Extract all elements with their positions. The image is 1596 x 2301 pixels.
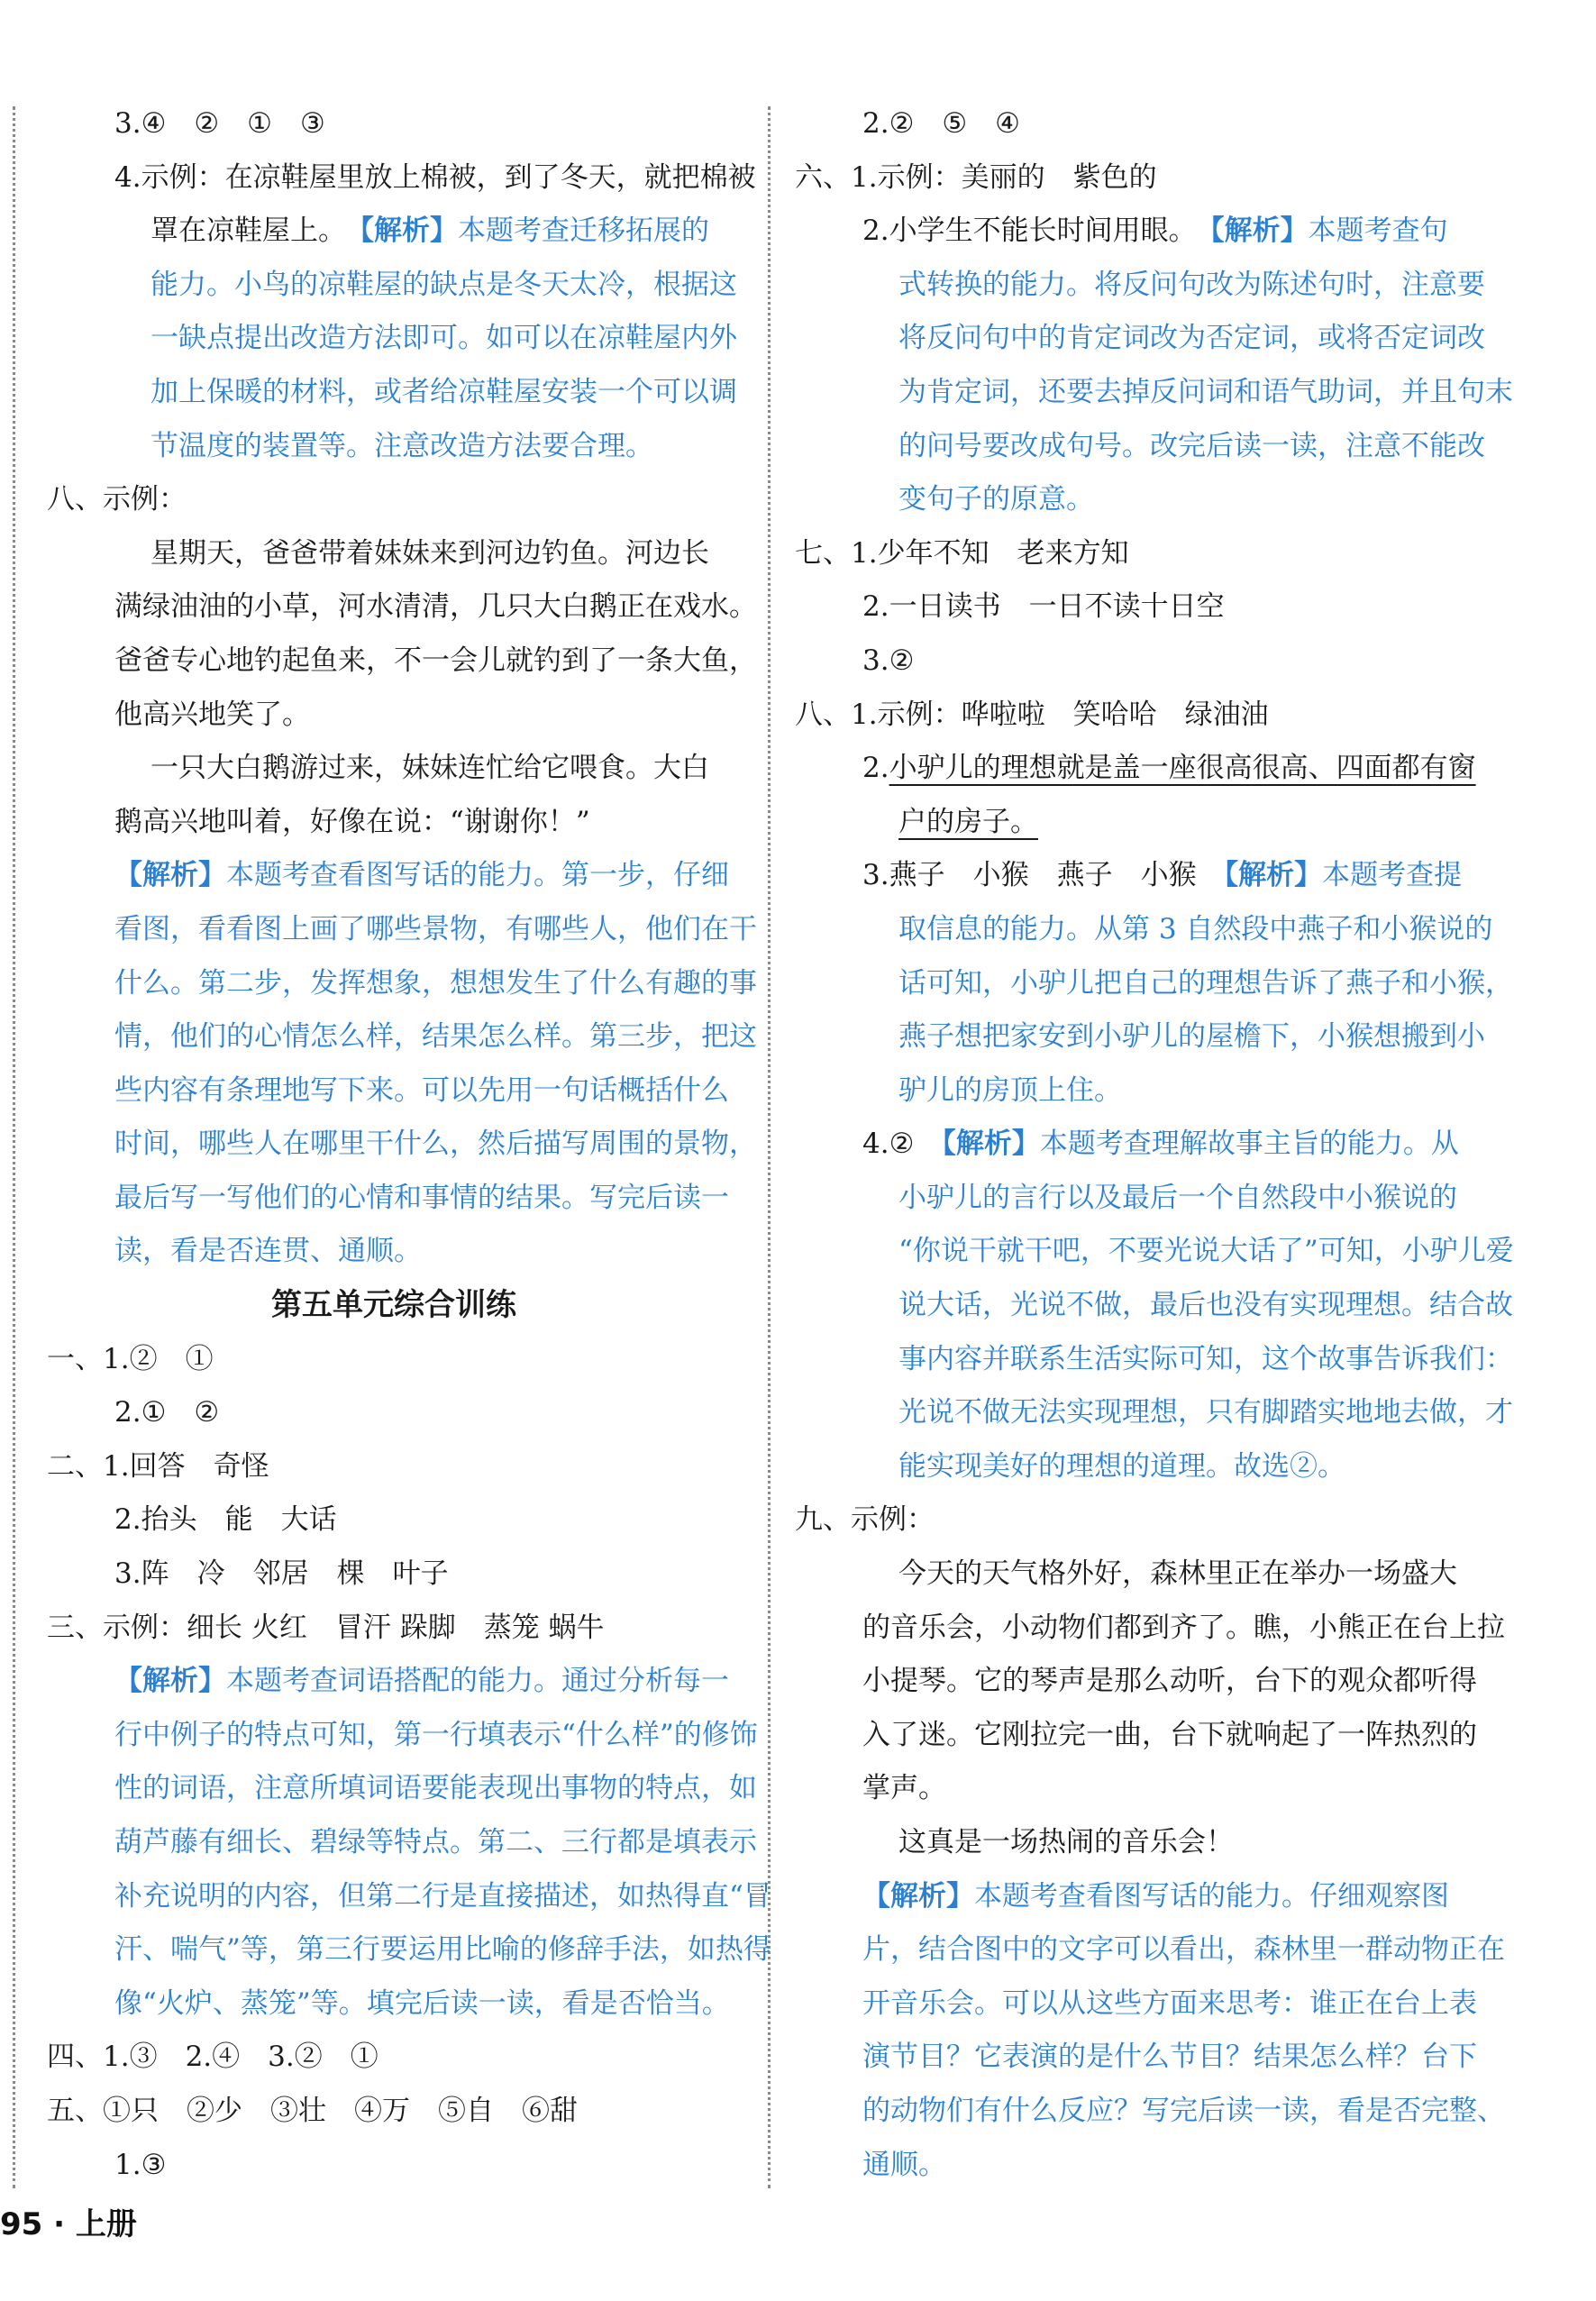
analysis-tag: 【解析】	[942, 1128, 1040, 1161]
analysis-line: 驴儿的房顶上住。	[898, 1073, 1122, 1107]
essay-line: 这真是一场热闹的音乐会！	[898, 1826, 1234, 1858]
analysis-line: 演节目？它表演的是什么节目？结果怎么样？台下	[862, 2041, 1477, 2074]
answer-line: 2.抬头 能 大话	[114, 1503, 337, 1537]
answer-line: 四、1.③ 2.④ 3.② ①	[47, 2041, 378, 2074]
analysis-line: 事内容并联系生活实际可知，这个故事告诉我们：	[898, 1342, 1513, 1375]
answer-line	[795, 1118, 1489, 1172]
analysis-line: 变句子的原意。	[898, 483, 1094, 516]
analysis-line: 说大话，光说不做，最后也没有实现理想。结合故	[898, 1289, 1513, 1322]
answer-text: 2.	[862, 752, 889, 785]
right-column	[795, 97, 1514, 2192]
answer-line: 八、1.示例：哗啦啦 笑哈哈 绿油油	[795, 698, 1269, 731]
analysis-line	[795, 1870, 1489, 1924]
essay-line: 爸爸专心地钓起鱼来，不一会儿就钓到了一条大鱼，	[114, 644, 757, 677]
analysis-tag: 【解析】	[360, 215, 458, 248]
analysis-line: 一缺点提出改造方法即可。如可以在凉鞋屋内外	[150, 322, 737, 355]
analysis-line: 时间，哪些人在哪里干什么，然后描写周围的景物，	[114, 1128, 757, 1161]
essay-line: 掌声。	[862, 1772, 946, 1805]
section-label: 九、示例：	[795, 1503, 935, 1537]
unit-heading: 第五单元综合训练	[271, 1287, 516, 1324]
answer-text: 4.②	[862, 1128, 915, 1161]
analysis-line: 燕子想把家安到小驴儿的屋檐下，小猴想搬到小	[898, 1020, 1485, 1054]
section-label: 八、示例：	[47, 483, 187, 516]
answer-line: 二、1.回答 奇怪	[47, 1449, 269, 1483]
answer-line: 1.③	[114, 2148, 167, 2181]
answer-line: 4.示例：在凉鞋屋里放上棉被，到了冬天，就把棉被	[114, 160, 756, 194]
analysis-line: 行中例子的特点可知，第一行填表示“什么样”的修饰	[114, 1718, 758, 1751]
answer-line	[795, 849, 1489, 903]
answer-line: 3.阵 冷 邻居 棵 叶子	[114, 1557, 449, 1591]
analysis-tag: 【解析】	[862, 1879, 974, 1913]
answer-line	[795, 205, 1489, 259]
essay-line: 鹅高兴地叫着，好像在说：“谢谢你！”	[114, 805, 590, 838]
analysis-line	[47, 849, 741, 903]
analysis-line: 什么。第二步，发挥想象，想想发生了什么有趣的事	[114, 966, 757, 1000]
analysis-line: 性的词语，注意所填词语要能表现出事物的特点，如	[114, 1772, 757, 1805]
answer-line: 2.① ②	[114, 1396, 220, 1429]
analysis-line: 为肯定词，还要去掉反问词和语气助词，并且句末	[898, 375, 1513, 408]
answer-line	[47, 205, 741, 259]
column-divider-left	[13, 106, 15, 2188]
essay-line: 今天的天气格外好，森林里正在举办一场盛大	[898, 1557, 1457, 1591]
underlined-answer: 户的房子。	[898, 805, 1038, 838]
analysis-line: 式转换的能力。将反问句改为陈述句时，注意要	[898, 268, 1485, 301]
underlined-answer: 小驴儿的理想就是盖一座很高很高、四面都有窗	[889, 752, 1476, 785]
analysis-line: 葫芦藤有细长、碧绿等特点。第二、三行都是填表示	[114, 1826, 757, 1858]
analysis-text: 本题考查看图写话的能力。仔细观察图	[974, 1879, 1449, 1913]
essay-line: 星期天，爸爸带着妹妹来到河边钓鱼。河边长	[150, 536, 709, 570]
analysis-line: 看图，看看图上画了哪些景物，有哪些人，他们在干	[114, 912, 757, 945]
answer-line: 五、①只 ②少 ③壮 ④万 ⑤自 ⑥甜	[47, 2094, 578, 2127]
analysis-line: 的动物们有什么反应？写完后读一读，看是否完整、	[862, 2094, 1505, 2127]
essay-line: 一只大白鹅游过来，妹妹连忙给它喂食。大白	[150, 752, 709, 785]
analysis-line: 能力。小鸟的凉鞋屋的缺点是冬天太冷，根据这	[150, 268, 737, 301]
left-column	[47, 97, 771, 2192]
essay-line: 的音乐会，小动物们都到齐了。瞧，小熊正在台上拉	[862, 1611, 1505, 1644]
analysis-line: 通顺。	[862, 2148, 946, 2181]
analysis-line: 将反问句中的肯定词改为否定词，或将否定词改	[898, 322, 1485, 355]
analysis-line: 片，结合图中的文字可以看出，森林里一群动物正在	[862, 1933, 1505, 1967]
analysis-line: 话可知，小驴儿把自己的理想告诉了燕子和小猴，	[898, 966, 1513, 1000]
analysis-line: 汗、喘气”等，第三行要运用比喻的修辞手法，如热得	[114, 1933, 771, 1967]
essay-line: 小提琴。它的琴声是那么动听，台下的观众都听得	[862, 1665, 1477, 1698]
analysis-line: 像“火炉、蒸笼”等。填完后读一读，看是否恰当。	[114, 1986, 730, 2020]
analysis-line: 能实现美好的理想的道理。故选②。	[898, 1449, 1345, 1483]
answer-line: 六、1.示例：美丽的 紫色的	[795, 160, 1157, 194]
answer-line: 2.一日读书 一日不读十日空	[862, 590, 1225, 624]
analysis-line: 开音乐会。可以从这些方面来思考：谁正在台上表	[862, 1986, 1477, 2020]
analysis-line: 最后写一写他们的心情和事情的结果。写完后读一	[114, 1181, 729, 1214]
analysis-text: 本题考查句	[1308, 215, 1448, 248]
answer-text: 2.小学生不能长时间用眼。	[862, 215, 1183, 248]
answer-line	[795, 796, 1489, 850]
analysis-tag: 【解析】	[114, 859, 226, 892]
analysis-text: 本题考查提	[1322, 859, 1463, 892]
answer-text: 3.燕子 小猴 燕子 小猴	[862, 859, 1197, 892]
analysis-text: 本题考查理解故事主旨的能力。从	[1039, 1128, 1459, 1161]
analysis-line: 的问号要改成句号。改完后读一读，注意不能改	[898, 429, 1485, 462]
analysis-line: 光说不做无法实现理想，只有脚踏实地地去做，才	[898, 1396, 1513, 1429]
analysis-line: 加上保暖的材料，或者给凉鞋屋安装一个可以调	[150, 375, 737, 408]
answer-line: 2.② ⑤ ④	[862, 107, 1020, 140]
analysis-line: 情，他们的心情怎么样，结果怎么样。第三步，把这	[114, 1020, 757, 1054]
page-number: 95 · 上册	[0, 2206, 137, 2242]
analysis-tag: 【解析】	[114, 1665, 226, 1698]
analysis-line	[47, 1655, 741, 1709]
analysis-text: 本题考查词语搭配的能力。通过分析每一	[226, 1665, 729, 1698]
analysis-text: 本题考查看图写话的能力。第一步，仔细	[226, 859, 729, 892]
answer-line: 3.②	[862, 644, 915, 677]
analysis-line: 节温度的装置等。注意改造方法要合理。	[150, 429, 653, 462]
essay-line: 他高兴地笑了。	[114, 698, 310, 731]
answer-line: 3.④ ② ① ③	[114, 107, 325, 140]
analysis-tag: 【解析】	[1210, 215, 1309, 248]
answer-text: 罩在凉鞋屋上。	[150, 215, 333, 248]
analysis-line: 读，看是否连贯、通顺。	[114, 1235, 422, 1268]
analysis-line: 取信息的能力。从第 3 自然段中燕子和小猴说的	[898, 912, 1493, 945]
analysis-line: 补充说明的内容，但第二行是直接描述，如热得直“冒	[114, 1879, 771, 1913]
answer-line: 一、1.② ①	[47, 1342, 214, 1375]
answer-line: 七、1.少年不知 老来方知	[795, 536, 1129, 570]
answer-line: 三、示例：细长 火红 冒汗 跺脚 蒸笼 蜗牛	[47, 1611, 605, 1644]
essay-line: 入了迷。它刚拉完一曲，台下就响起了一阵热烈的	[862, 1718, 1477, 1751]
analysis-tag: 【解析】	[1224, 859, 1323, 892]
analysis-line: “你说干就干吧，不要光说大话了”可知，小驴儿爱	[898, 1235, 1514, 1268]
analysis-line: 些内容有条理地写下来。可以先用一句话概括什么	[114, 1073, 729, 1107]
essay-line: 满绿油油的小草，河水清清，几只大白鹅正在戏水。	[114, 590, 757, 624]
answer-line	[795, 742, 1489, 796]
analysis-line: 小驴儿的言行以及最后一个自然段中小猴说的	[898, 1181, 1457, 1214]
analysis-text: 本题考查迁移拓展的	[458, 215, 709, 248]
